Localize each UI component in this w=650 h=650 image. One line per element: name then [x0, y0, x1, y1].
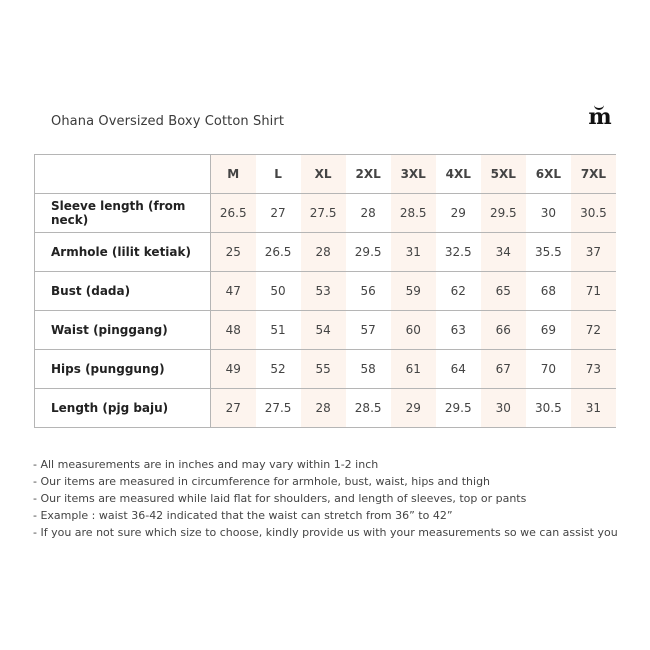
measurement-value: 28	[346, 194, 391, 233]
measurement-value: 56	[346, 272, 391, 311]
measurement-value: 49	[211, 350, 256, 389]
measurement-value: 66	[481, 311, 526, 350]
measurement-row	[35, 194, 617, 233]
size-header-cell: XL	[301, 155, 346, 194]
measurement-value: 31	[571, 389, 616, 428]
measurement-label: Length (pjg baju)	[35, 389, 211, 428]
note-line: - Our items are measured while laid flat for shoulders, and length of sleeves, top or pants	[33, 492, 527, 505]
measurement-row	[35, 233, 617, 272]
measurement-value: 69	[526, 311, 571, 350]
size-header-cell: 5XL	[481, 155, 526, 194]
measurement-value: 58	[346, 350, 391, 389]
size-header-cell: M	[211, 155, 256, 194]
size-notes	[33, 456, 633, 541]
measurement-value: 71	[571, 272, 616, 311]
measurement-value: 52	[256, 350, 301, 389]
measurement-value: 68	[526, 272, 571, 311]
size-header-cell: 7XL	[571, 155, 616, 194]
measurement-value: 55	[301, 350, 346, 389]
size-header-cell: 2XL	[346, 155, 391, 194]
size-header-cell: 3XL	[391, 155, 436, 194]
brand-logo	[583, 104, 617, 130]
measurement-row	[35, 389, 617, 428]
measurement-value: 53	[301, 272, 346, 311]
measurement-value: 30.5	[571, 194, 616, 233]
measurement-value: 57	[346, 311, 391, 350]
measurement-value: 50	[256, 272, 301, 311]
measurement-value: 30.5	[526, 389, 571, 428]
measurement-value: 30	[526, 194, 571, 233]
measurement-value: 27	[211, 389, 256, 428]
measurement-value: 48	[211, 311, 256, 350]
measurement-value: 29.5	[481, 194, 526, 233]
measurement-value: 28	[301, 389, 346, 428]
note-line: - Our items are measured in circumference for armhole, bust, waist, hips and thigh	[33, 475, 491, 488]
size-chart-table	[34, 154, 616, 428]
measurement-label: Waist (pinggang)	[35, 311, 211, 350]
measurement-value: 28.5	[346, 389, 391, 428]
measurement-value: 31	[391, 233, 436, 272]
measurement-label: Bust (dada)	[35, 272, 211, 311]
measurement-value: 47	[211, 272, 256, 311]
measurement-label: Sleeve length (from neck)	[35, 194, 211, 233]
measurement-value: 25	[211, 233, 256, 272]
measurement-value: 54	[301, 311, 346, 350]
measurement-row	[35, 272, 617, 311]
note-line: - All measurements are in inches and may vary within 1-2 inch	[33, 458, 379, 471]
measurement-value: 27.5	[256, 389, 301, 428]
note-line: - Example : waist 36-42 indicated that the waist can stretch from 36” to 42”	[33, 509, 453, 522]
header-corner-cell	[35, 155, 211, 194]
measurement-value: 29.5	[346, 233, 391, 272]
page-title: Ohana Oversized Boxy Cotton Shirt	[51, 114, 285, 129]
measurement-value: 65	[481, 272, 526, 311]
measurement-value: 72	[571, 311, 616, 350]
measurement-value: 28	[301, 233, 346, 272]
measurement-value: 29	[391, 389, 436, 428]
measurement-value: 60	[391, 311, 436, 350]
measurement-value: 37	[571, 233, 616, 272]
measurement-value: 30	[481, 389, 526, 428]
measurement-value: 70	[526, 350, 571, 389]
measurement-value: 51	[256, 311, 301, 350]
size-header-cell: 4XL	[436, 155, 481, 194]
measurement-value: 73	[571, 350, 616, 389]
note-line: - If you are not sure which size to choose, kindly provide us with your measurements so we can assist you	[33, 526, 618, 539]
logo-letter: m	[588, 104, 612, 130]
measurement-value: 67	[481, 350, 526, 389]
measurement-row	[35, 350, 617, 389]
measurement-row	[35, 311, 617, 350]
size-header-cell: L	[256, 155, 301, 194]
measurement-value: 29	[436, 194, 481, 233]
measurement-label: Hips (punggung)	[35, 350, 211, 389]
measurement-label: Armhole (lilit ketiak)	[35, 233, 211, 272]
measurement-value: 27.5	[301, 194, 346, 233]
measurement-value: 32.5	[436, 233, 481, 272]
measurement-value: 34	[481, 233, 526, 272]
measurement-value: 35.5	[526, 233, 571, 272]
measurement-value: 59	[391, 272, 436, 311]
measurement-value: 28.5	[391, 194, 436, 233]
size-header-cell: 6XL	[526, 155, 571, 194]
size-header-row	[35, 155, 617, 194]
measurement-value: 27	[256, 194, 301, 233]
measurement-value: 63	[436, 311, 481, 350]
measurement-value: 26.5	[211, 194, 256, 233]
measurement-value: 62	[436, 272, 481, 311]
measurement-value: 29.5	[436, 389, 481, 428]
measurement-value: 26.5	[256, 233, 301, 272]
measurement-value: 64	[436, 350, 481, 389]
measurement-value: 61	[391, 350, 436, 389]
